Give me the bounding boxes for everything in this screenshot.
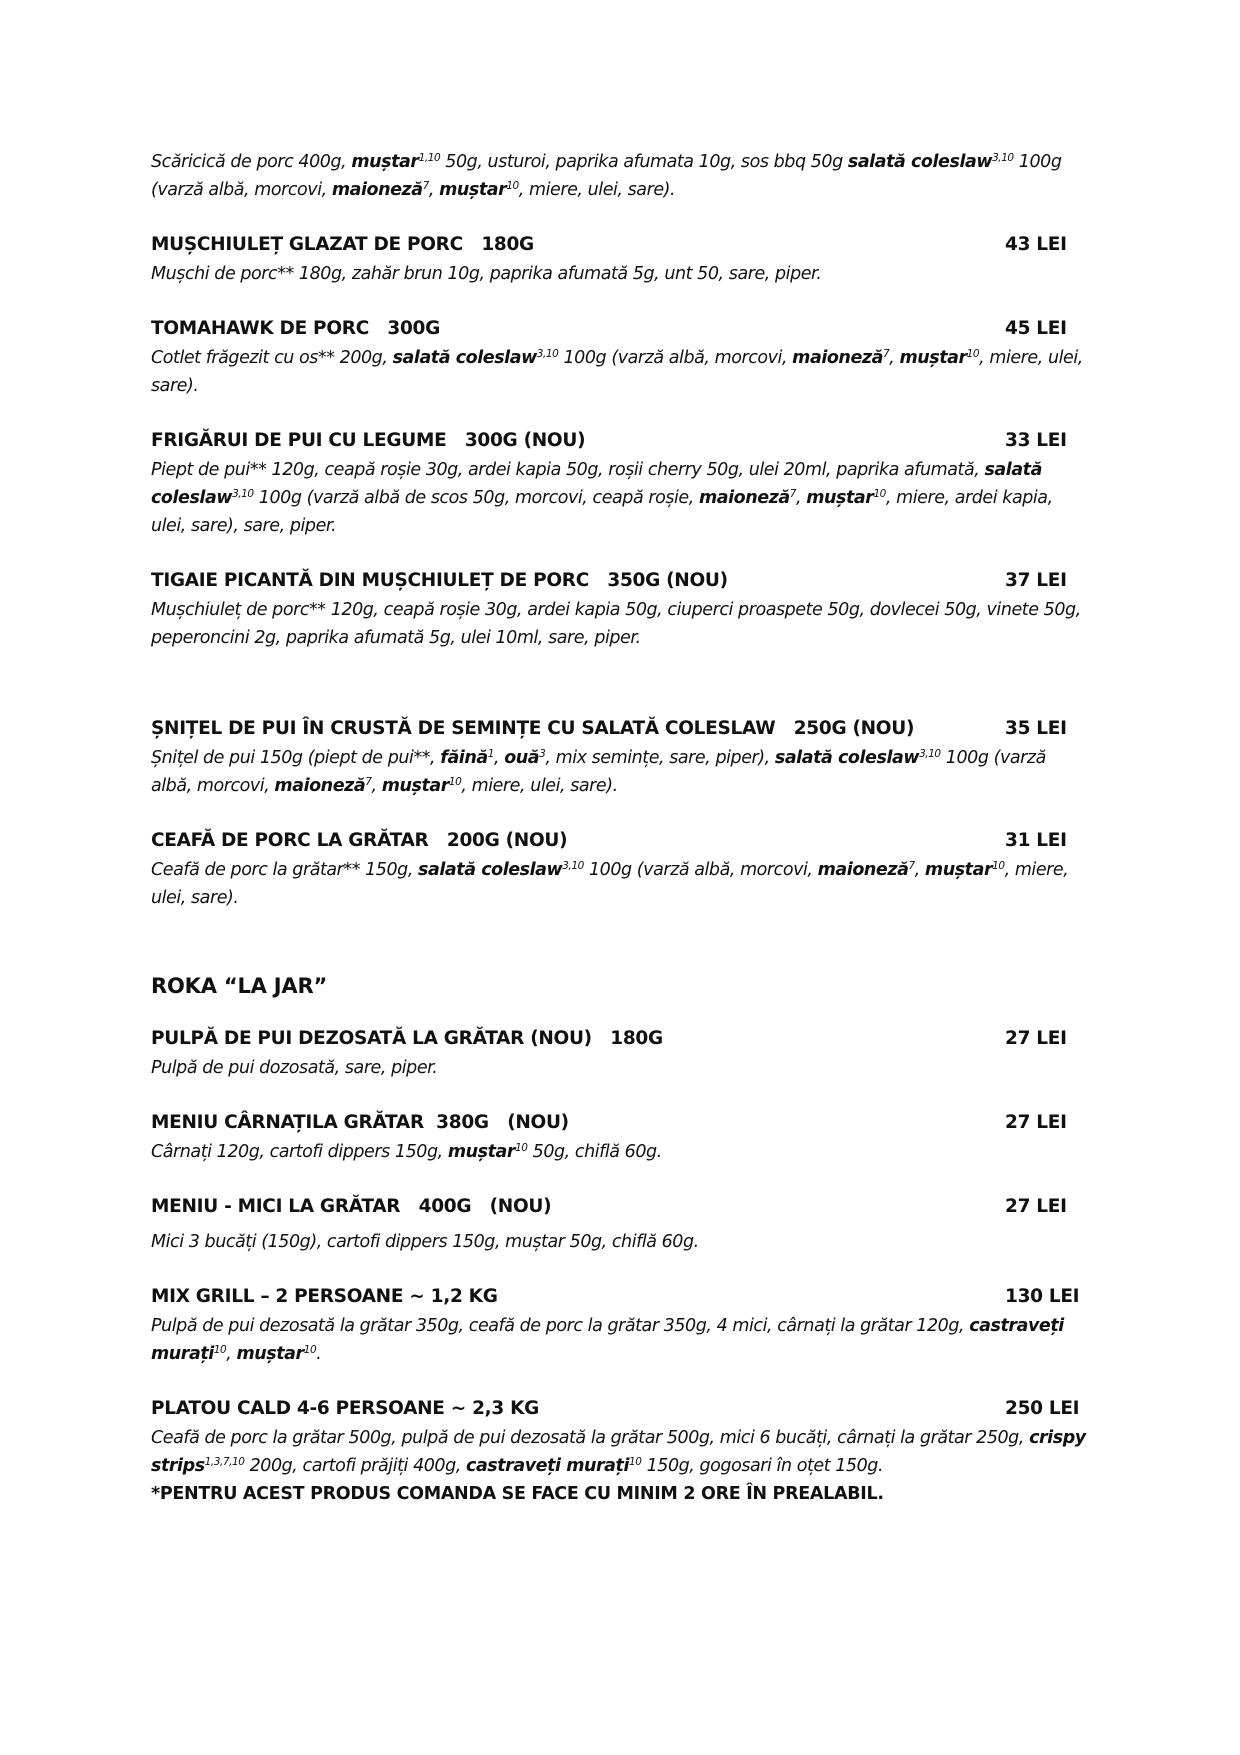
section-heading: ROKA “LA JAR” (151, 974, 328, 998)
menu-item-price: 43 LEI (1005, 234, 1067, 255)
allergen-ingredient: castraveți murați (151, 1316, 1064, 1364)
menu-item-title: MIX GRILL – 2 PERSOANE ~ 1,2 KG (151, 1286, 498, 1307)
allergen-superscript: 10 (966, 348, 980, 360)
menu-item (151, 426, 1091, 540)
menu-item-description: Șnițel de pui 150g (piept de pui**, făină$^1$, ouă$^3$, mix semințe, sare, piper), salată coleslaw$^{3,10}$ 100g (varză albă, morcovi, maioneză$^7$, muștar$^{10}$, miere, ulei, sare). (151, 748, 1046, 796)
menu-item-price: 250 LEI (1005, 1398, 1080, 1419)
menu-item-description: Mici 3 bucăți (150g), cartofi dippers 150g, muștar 50g, chiflă 60g. (151, 1232, 699, 1252)
allergen-ingredient: maioneză (792, 348, 883, 368)
allergen-ingredient: salată coleslaw (392, 348, 537, 368)
menu-item-header (151, 1192, 1091, 1222)
allergen-superscript: 10 (303, 1344, 317, 1356)
allergen-ingredient: muștar (351, 152, 419, 172)
menu-item-title: ȘNIȚEL DE PUI ÎN CRUSTĂ DE SEMINȚE CU SALATĂ COLESLAW 250G (NOU) (151, 718, 915, 739)
allergen-superscript: 10 (992, 860, 1005, 872)
allergen-superscript: 7 (365, 776, 372, 788)
menu-item-description: Mușchi de porc** 180g, zahăr brun 10g, paprika afumată 5g, unt 50, sare, piper. (151, 264, 822, 284)
allergen-superscript: 10 (873, 488, 886, 500)
menu-item-title: FRIGĂRUI DE PUI CU LEGUME 300G (NOU) (151, 430, 586, 451)
allergen-superscript: 7 (422, 180, 429, 192)
menu-item-description: Pulpă de pui dozosată, sare, piper. (151, 1058, 438, 1078)
allergen-ingredient: crispy strips (151, 1428, 1086, 1476)
menu-item-price: 27 LEI (1005, 1196, 1067, 1217)
menu-item (151, 1282, 1091, 1368)
allergen-ingredient: muștar (381, 776, 449, 796)
menu-item-description: Cârnați 120g, cartofi dippers 150g, muștar$^{10}$ 50g, chiflă 60g. (151, 1142, 662, 1162)
allergen-ingredient: muștar (899, 348, 967, 368)
allergen-ingredient: muștar (806, 488, 874, 508)
allergen-ingredient: muștar (439, 180, 507, 200)
menu-item-price: 27 LEI (1005, 1112, 1067, 1133)
menu-item-header (151, 714, 1091, 744)
allergen-ingredient: salată coleslaw (151, 460, 1042, 508)
allergen-superscript: 10 (448, 776, 462, 788)
allergen-superscript: 3,10 (232, 488, 254, 500)
allergen-ingredient: muștar (236, 1344, 304, 1364)
menu-item-title: MUȘCHIULEȚ GLAZAT DE PORC 180G (151, 234, 534, 255)
menu-item-title: PLATOU CALD 4-6 PERSOANE ~ 2,3 KG (151, 1398, 540, 1419)
menu-page (151, 148, 1091, 1508)
allergen-ingredient: ouă (504, 748, 540, 768)
allergen-superscript: 10 (213, 1344, 227, 1356)
menu-item-description: Piept de pui** 120g, ceapă roșie 30g, ardei kapia 50g, roșii cherry 50g, ulei 20ml, paprika afumată, salată coleslaw$^{3,10}$ 100g (varză albă de scos 50g, morcovi, ceapă roșie, maioneză$^7$, muștar$^{10}$, miere, ardei kapia, ulei, sare), sare, piper. (151, 460, 1053, 536)
allergen-superscript: 3,10 (562, 860, 584, 872)
order-notice: *PENTRU ACEST PRODUS COMANDA SE FACE CU MINIM 2 ORE ÎN PREALABIL. (151, 1484, 884, 1504)
allergen-superscript: 10 (506, 180, 519, 192)
allergen-ingredient: salată coleslaw (847, 152, 993, 172)
menu-item (151, 230, 1091, 288)
menu-item-title: MENIU - MICI LA GRĂTAR 400G (NOU) (151, 1196, 552, 1217)
menu-group-1 (151, 230, 1091, 652)
allergen-ingredient: maioneză (274, 776, 366, 796)
menu-item (151, 1394, 1091, 1508)
menu-item-description: Ceafă de porc la grătar** 150g, salată coleslaw$^{3,10}$ 100g (varză albă, morcovi, maioneză$^7$, muștar$^{10}$, miere, ulei, sare). (151, 860, 1069, 908)
allergen-ingredient: maioneză (331, 180, 423, 200)
menu-item-description: Ceafă de porc la grătar 500g, pulpă de pui dezosată la grătar 500g, mici 6 bucăți, cârnați la grătar 250g, crispy strips$^{1,3,7,10}$ 200g, cartofi prăjiți 400g, castraveți murați$^{10}$ 150g, gogosari în oțet 150g. (151, 1428, 1086, 1476)
menu-item (151, 566, 1091, 652)
allergen-superscript: 7 (789, 488, 796, 500)
menu-item-header (151, 566, 1091, 596)
menu-item (151, 826, 1091, 912)
allergen-ingredient: muștar (447, 1142, 516, 1162)
allergen-ingredient: muștar (924, 860, 993, 880)
menu-group-3 (151, 1024, 1091, 1508)
allergen-superscript: 10 (629, 1456, 642, 1468)
menu-item (151, 1108, 1091, 1166)
allergen-ingredient: castraveți murați (466, 1456, 629, 1476)
menu-item-header (151, 426, 1091, 456)
allergen-ingredient: salată coleslaw (418, 860, 563, 880)
menu-item-price: 45 LEI (1005, 318, 1067, 339)
menu-item-price: 27 LEI (1005, 1028, 1067, 1049)
allergen-superscript: 3 (539, 748, 546, 760)
allergen-superscript: 1,10 (418, 152, 441, 164)
menu-item-header (151, 230, 1091, 260)
menu-item-price: 35 LEI (1005, 718, 1067, 739)
menu-item-header (151, 1024, 1091, 1054)
allergen-superscript: 3,10 (919, 748, 941, 760)
menu-item-description: Cotlet frăgezit cu os** 200g, salată coleslaw$^{3,10}$ 100g (varză albă, morcovi, maioneză$^7$, muștar$^{10}$, miere, ulei, sare). (151, 348, 1083, 396)
allergen-ingredient: făină (440, 748, 488, 768)
menu-item-price: 33 LEI (1005, 430, 1067, 451)
menu-item-title: PULPĂ DE PUI DEZOSATĂ LA GRĂTAR (NOU) 180G (151, 1028, 663, 1049)
menu-item-header (151, 1394, 1091, 1424)
allergen-superscript: 1 (487, 748, 494, 760)
allergen-superscript: 3,10 (536, 348, 559, 360)
menu-item-price: 130 LEI (1005, 1286, 1080, 1307)
allergen-ingredient: maioneză (817, 860, 909, 880)
allergen-superscript: 3,10 (992, 152, 1014, 164)
allergen-superscript: 7 (908, 860, 915, 872)
menu-item-title: CEAFĂ DE PORC LA GRĂTAR 200G (NOU) (151, 830, 568, 851)
menu-item-header (151, 314, 1091, 344)
menu-item-title: TOMAHAWK DE PORC 300G (151, 318, 440, 339)
menu-item-header (151, 826, 1091, 856)
allergen-ingredient: maioneză (698, 488, 790, 508)
menu-item (151, 314, 1091, 400)
menu-item-price: 31 LEI (1005, 830, 1067, 851)
menu-item-title: TIGAIE PICANTĂ DIN MUȘCHIULEȚ DE PORC 350G (NOU) (151, 570, 728, 591)
menu-item (151, 714, 1091, 800)
menu-item-price: 37 LEI (1005, 570, 1067, 591)
menu-item (151, 1024, 1091, 1082)
menu-item-title: MENIU CÂRNAȚILA GRĂTAR 380G (NOU) (151, 1112, 569, 1133)
menu-item-header (151, 1108, 1091, 1138)
menu-item (151, 1192, 1091, 1256)
menu-item-header (151, 1282, 1091, 1312)
intro-description: Scăricică de porc 400g, muștar$^{1,10}$ 50g, usturoi, paprika afumata 10g, sos bbq 50g salată coleslaw$^{3,10}$ 100g (varză albă, morcovi, maioneză$^7$, muștar$^{10}$, miere, ulei, sare). (151, 152, 1062, 200)
allergen-superscript: 1,3,7,10 (204, 1456, 245, 1468)
allergen-ingredient: salată coleslaw (774, 748, 920, 768)
menu-item-description: Mușchiuleț de porc** 120g, ceapă roșie 30g, ardei kapia 50g, ciuperci proaspete 50g, dovlecei 50g, vinete 50g, peperoncini 2g, paprika afumată 5g, ulei 10ml, sare, piper. (151, 600, 1081, 648)
menu-item-description: Pulpă de pui dezosată la grătar 350g, ceafă de porc la grătar 350g, 4 mici, cârnați la grătar 120g, castraveți murați$^{10}$, muștar$^{10}$. (151, 1316, 1064, 1364)
allergen-superscript: 7 (882, 348, 890, 360)
menu-group-2 (151, 714, 1091, 912)
allergen-superscript: 10 (515, 1142, 528, 1154)
